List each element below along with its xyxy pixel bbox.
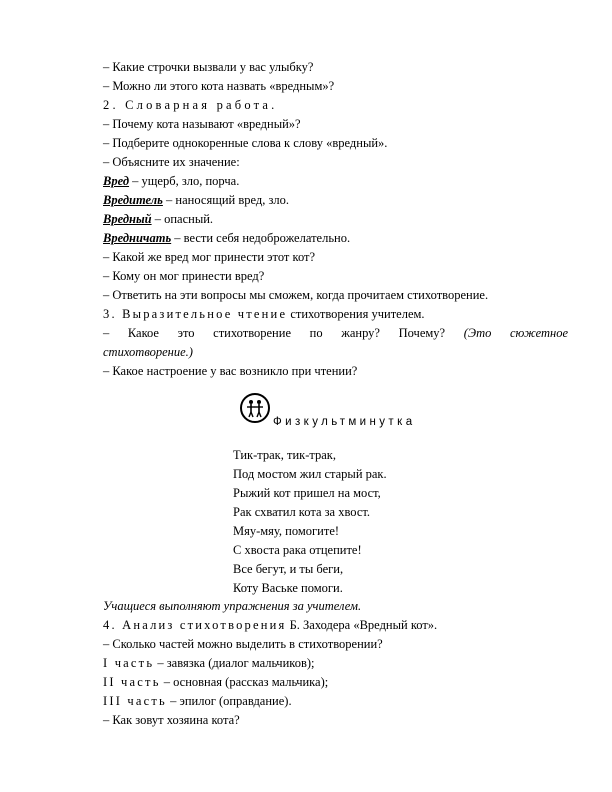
part-description: – завязка (диалог мальчиков); [154, 656, 315, 670]
question-harmful: – Можно ли этого кота назвать «вредным»? [103, 79, 335, 93]
question-smile: – Какие строчки вызвали у вас улыбку? [103, 60, 314, 74]
question-parts: – Сколько частей можно выделить в стихотворении? [103, 637, 383, 651]
part-description: – основная (рассказ мальчика); [160, 675, 329, 689]
section-4-spaced: 4. Анализ стихотворения [103, 618, 287, 632]
task-cognates: – Подберите однокоренные слова к слову «вредный». [103, 136, 388, 150]
poem-line: С хвоста рака отцепите! [233, 543, 362, 557]
section-3-rest: стихотворения учителем. [287, 307, 425, 321]
vocab-item [103, 210, 213, 229]
vocab-item [103, 191, 289, 210]
question-owner: – Как зовут хозяина кота? [103, 713, 240, 727]
vocab-item [103, 172, 239, 191]
part-label: III часть [103, 694, 167, 708]
part-item [103, 673, 328, 692]
vocab-term: Вредный [103, 212, 152, 226]
vocab-term: Вредничать [103, 231, 172, 245]
section-3-heading [103, 305, 425, 324]
section-2-heading: 2. Словарная работа. [103, 98, 278, 112]
question-mood: – Какое настроение у вас возникло при чтении? [103, 364, 358, 378]
question-what-harm: – Какой же вред мог принести этот кот? [103, 250, 316, 264]
vocab-term: Вред [103, 174, 130, 188]
poem-line: Рак схватил кота за хвост. [233, 505, 371, 519]
poem-line: Мяу-мяу, помогите! [233, 524, 340, 538]
vocab-term: Вредитель [103, 193, 163, 207]
answer-after-reading: – Ответить на эти вопросы мы сможем, когда прочитаем стихотворение. [103, 288, 489, 302]
vocab-item [103, 229, 350, 248]
poem-line: Тик-трак, тик-трак, [233, 448, 336, 462]
part-item [103, 692, 292, 711]
fizkultminutka-title: Физкультминутка [273, 416, 416, 428]
vocab-definition: – опасный. [151, 212, 214, 226]
poem-line: Рыжий кот пришел на мост, [233, 486, 381, 500]
question-why-harmful: – Почему кота называют «вредный»? [103, 117, 301, 131]
poem-line: Все бегут, и ты беги, [233, 562, 344, 576]
part-label: II часть [103, 675, 161, 689]
poem-line: Коту Ваське помоги. [233, 581, 343, 595]
genre-answer-continuation: стихотворение.) [103, 345, 193, 359]
part-description: – эпилог (оправдание). [166, 694, 292, 708]
question-genre: – Какое это стихотворение по жанру? Почему? (Это сюжетное [103, 326, 569, 340]
vocab-definition: – вести себя недоброжелательно. [171, 231, 351, 245]
part-label: I часть [103, 656, 155, 670]
exercise-instruction: Учащиеся выполняют упражнения за учителем. [103, 599, 362, 613]
section-4-rest: Б. Заходера «Вредный кот». [286, 618, 438, 632]
question-whom: – Кому он мог принести вред? [103, 269, 265, 283]
section-4-heading [103, 616, 437, 635]
vocab-definition: – ущерб, зло, порча. [129, 174, 240, 188]
task-explain: – Объясните их значение: [103, 155, 240, 169]
part-item [103, 654, 314, 673]
poem-line: Под мостом жил старый рак. [233, 467, 387, 481]
section-3-spaced: 3. Выразительное чтение [103, 307, 288, 321]
running-figures-icon [240, 393, 270, 423]
vocab-definition: – наносящий вред, зло. [162, 193, 290, 207]
